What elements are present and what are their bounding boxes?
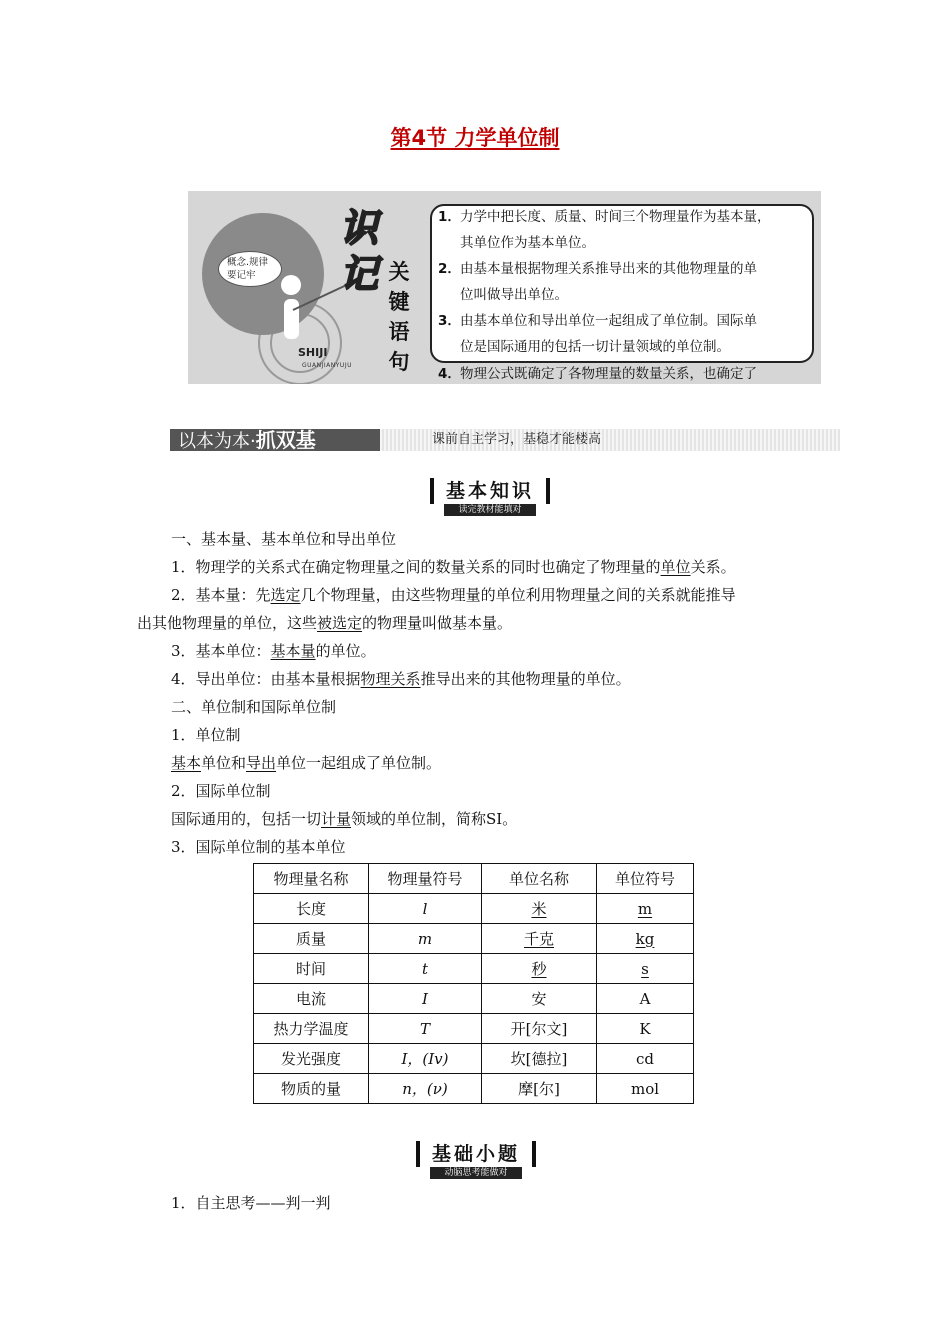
- speech-bubble: 概念.规律 要记牢: [218, 251, 282, 287]
- page-title: 第4节 力学单位制: [390, 126, 560, 150]
- paragraph: 出其他物理量的单位，这些被选定的物理量叫做基本量。: [137, 614, 513, 632]
- table-row: 时间 t 秒 s: [254, 954, 694, 984]
- table-row: 发光强度 I，(Iv) 坎[德拉] cd: [254, 1044, 694, 1074]
- person-icon: [281, 275, 301, 295]
- paragraph: 3．基本单位：基本量的单位。: [171, 642, 376, 660]
- heading: 二、单位制和国际单位制: [171, 698, 337, 716]
- big-char: 识: [340, 206, 379, 250]
- subheading: 1．单位制: [171, 726, 241, 744]
- table-row: 热力学温度 T 开[尔文] K: [254, 1014, 694, 1044]
- subheading: 2．国际单位制: [171, 782, 271, 800]
- band-subtitle: 课前自主学习，基稳才能楼高: [432, 432, 602, 447]
- paragraph: 基本单位和导出单位一起组成了单位制。: [171, 754, 442, 772]
- section-badge: 基础小题 动脑思考能做对: [416, 1141, 536, 1179]
- paragraph: 4．导出单位：由基本量根据物理关系推导出来的其他物理量的单位。: [171, 670, 631, 688]
- heading: 一、基本量、基本单位和导出单位: [171, 530, 397, 548]
- key-sentences-box: [188, 191, 821, 384]
- logo-subtext: GUANJIANYUJU: [302, 362, 352, 369]
- vertical-label: 关 键 语 句: [388, 260, 410, 374]
- table-row: 物质的量 n，(ν) 摩[尔] mol: [254, 1074, 694, 1104]
- paragraph: 1．物理学的关系式在确定物理量之间的数量关系的同时也确定了物理量的单位关系。: [171, 558, 736, 576]
- subheading: 3．国际单位制的基本单位: [171, 838, 346, 856]
- paragraph: 2．基本量：先选定几个物理量，由这些物理量的单位利用物理量之间的关系就能推导: [171, 586, 736, 604]
- si-units-table: [253, 863, 694, 1104]
- key-item: 2．由基本量根据物理关系推导出来的其他物理量的单 位叫做导出单位。: [438, 261, 757, 303]
- band-label: 以本为本·抓双基: [170, 429, 380, 451]
- person-body: [284, 299, 299, 339]
- section-band: [170, 429, 840, 451]
- key-item: 3．由基本单位和导出单位一起组成了单位制。国际单 位是国际通用的包括一切计量领域的单位制。: [438, 313, 757, 355]
- table-row: 长度 l 米 m: [254, 894, 694, 924]
- section-badge: 基本知识 读完教材能填对: [430, 478, 550, 516]
- big-char: 记: [340, 252, 379, 296]
- paragraph: 国际通用的，包括一切计量领域的单位制，简称SI。: [171, 810, 518, 828]
- table-row: 质量 m 千克 kg: [254, 924, 694, 954]
- key-item: 4．物理公式既确定了各物理量的数量关系，也确定了: [438, 366, 757, 382]
- key-item: 1．力学中把长度、质量、时间三个物理量作为基本量， 其单位作为基本单位。: [438, 209, 771, 251]
- table-header-row: 物理量名称 物理量符号 单位名称 单位符号: [254, 864, 694, 894]
- question-heading: 1．自主思考——判一判: [171, 1194, 331, 1212]
- table-row: 电流 I 安 A: [254, 984, 694, 1014]
- logo-text: SHIJI: [298, 346, 328, 359]
